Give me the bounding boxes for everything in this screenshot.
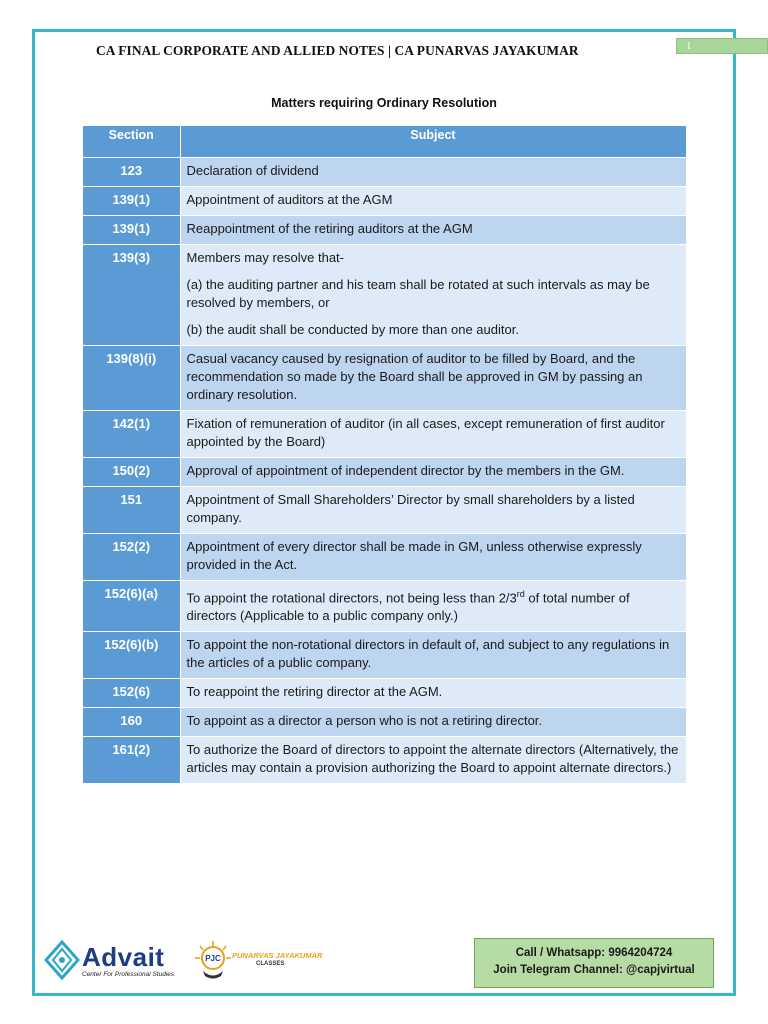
table-row — [83, 345, 686, 410]
subject-cell — [180, 580, 686, 631]
subject-cell — [180, 457, 686, 486]
subject-text: Reappointment of the retiring auditors at the AGM — [186, 220, 473, 236]
table-row — [83, 410, 686, 457]
subject-cell — [180, 707, 686, 736]
section-title: Matters requiring Ordinary Resolution — [271, 96, 497, 110]
subject-text-part: To appoint the rotational directors, not being less than 2/3 — [186, 589, 517, 605]
subject-text-part: of total number of directors (Applicable to a public company only.) — [186, 589, 630, 623]
table-row — [83, 580, 686, 631]
section-cell: 139(3) — [83, 244, 180, 345]
contact-box — [474, 938, 714, 988]
table-row — [83, 631, 686, 678]
subject-cell — [180, 157, 686, 186]
ordinal-suffix: rd — [516, 588, 525, 599]
footer-logos — [44, 940, 323, 984]
column-header-subject: Subject — [180, 126, 686, 157]
resolutions-table — [83, 126, 687, 783]
page-number: 1 — [676, 38, 768, 54]
subject-text: To authorize the Board of directors to appoint the alternate directors (Alternatively, the articles may contain a provision authorizing the Board to appoint alternate directors.) — [186, 741, 679, 775]
subject-text: Approval of appointment of independent director by the members in the GM. — [186, 462, 625, 478]
advait-logo-icon — [44, 940, 80, 980]
subject-cell — [180, 215, 686, 244]
table-row — [83, 244, 686, 345]
subject-text: To appoint the non-rotational directors in default of, and subject to any regulations in the articles of a public company. — [186, 636, 670, 670]
table-header-row — [83, 126, 686, 157]
table-row — [83, 457, 686, 486]
header-title: CA FINAL CORPORATE AND ALLIED NOTES | CA PUNARVAS JAYAKUMAR — [96, 43, 579, 58]
section-cell: 152(6)(b) — [83, 631, 180, 678]
subject-cell — [180, 345, 686, 410]
pjc-logo-classes: CLASSES — [256, 961, 285, 967]
subject-cell — [180, 533, 686, 580]
subject-cell — [180, 486, 686, 533]
table-row — [83, 707, 686, 736]
section-cell: 139(1) — [83, 186, 180, 215]
table-row — [83, 533, 686, 580]
subject-cell — [180, 244, 686, 345]
subject-cell — [180, 410, 686, 457]
section-cell: 152(6)(a) — [83, 580, 180, 631]
table-row — [83, 215, 686, 244]
subject-text: To reappoint the retiring director at the AGM. — [186, 683, 443, 699]
subject-text: Appointment of every director shall be made in GM, unless otherwise expressly provided in the Act. — [186, 538, 642, 572]
contact-phone: Call / Whatsapp: 9964204724 — [515, 947, 673, 959]
section-cell: 142(1) — [83, 410, 180, 457]
section-cell: 160 — [83, 707, 180, 736]
table-body — [83, 157, 686, 783]
subject-text — [187, 585, 681, 625]
table-row — [83, 486, 686, 533]
table-row — [83, 157, 686, 186]
subject-text: Members may resolve that- — [186, 249, 344, 265]
subject-cell — [180, 678, 686, 707]
table-row — [83, 186, 686, 215]
pjc-logo-icon — [194, 940, 232, 980]
subject-text: Appointment of Small Shareholders’ Director by small shareholders by a listed company. — [186, 491, 635, 525]
subject-cell — [180, 631, 686, 678]
section-cell: 139(8)(i) — [83, 345, 180, 410]
table-row — [83, 678, 686, 707]
subject-cell — [180, 186, 686, 215]
section-cell: 152(6) — [83, 678, 180, 707]
contact-telegram: Join Telegram Channel: @capjvirtual — [493, 964, 695, 976]
subject-cell — [180, 736, 686, 783]
subject-text: (a) the auditing partner and his team shall be rotated at such intervals as may be resolved by members, or — [186, 276, 650, 310]
section-cell: 152(2) — [83, 533, 180, 580]
subject-text: Appointment of auditors at the AGM — [186, 191, 393, 207]
subject-text: To appoint as a director a person who is not a retiring director. — [186, 712, 543, 728]
pjc-logo-letters: PJC — [205, 954, 221, 963]
subject-text: Declaration of dividend — [186, 162, 319, 178]
advait-tagline: Center For Professional Studies — [82, 971, 175, 978]
pjc-logo-name: PUNARVAS JAYAKUMAR — [232, 951, 323, 960]
section-cell: 150(2) — [83, 457, 180, 486]
column-header-section: Section — [83, 126, 180, 157]
section-cell: 151 — [83, 486, 180, 533]
section-cell: 161(2) — [83, 736, 180, 783]
subject-text: (b) the audit shall be conducted by more than one auditor. — [186, 321, 519, 337]
section-cell: 123 — [83, 157, 180, 186]
advait-logo-text: Advait — [82, 942, 165, 972]
subject-text: Fixation of remuneration of auditor (in all cases, except remuneration of first auditor appointed by the Board) — [186, 415, 665, 449]
subject-text: Casual vacancy caused by resignation of auditor to be filled by Board, and the recommendation so made by the Board shall be approved in GM by passing an ordinary resolution. — [186, 350, 643, 402]
table-row — [83, 736, 686, 783]
section-cell: 139(1) — [83, 215, 180, 244]
